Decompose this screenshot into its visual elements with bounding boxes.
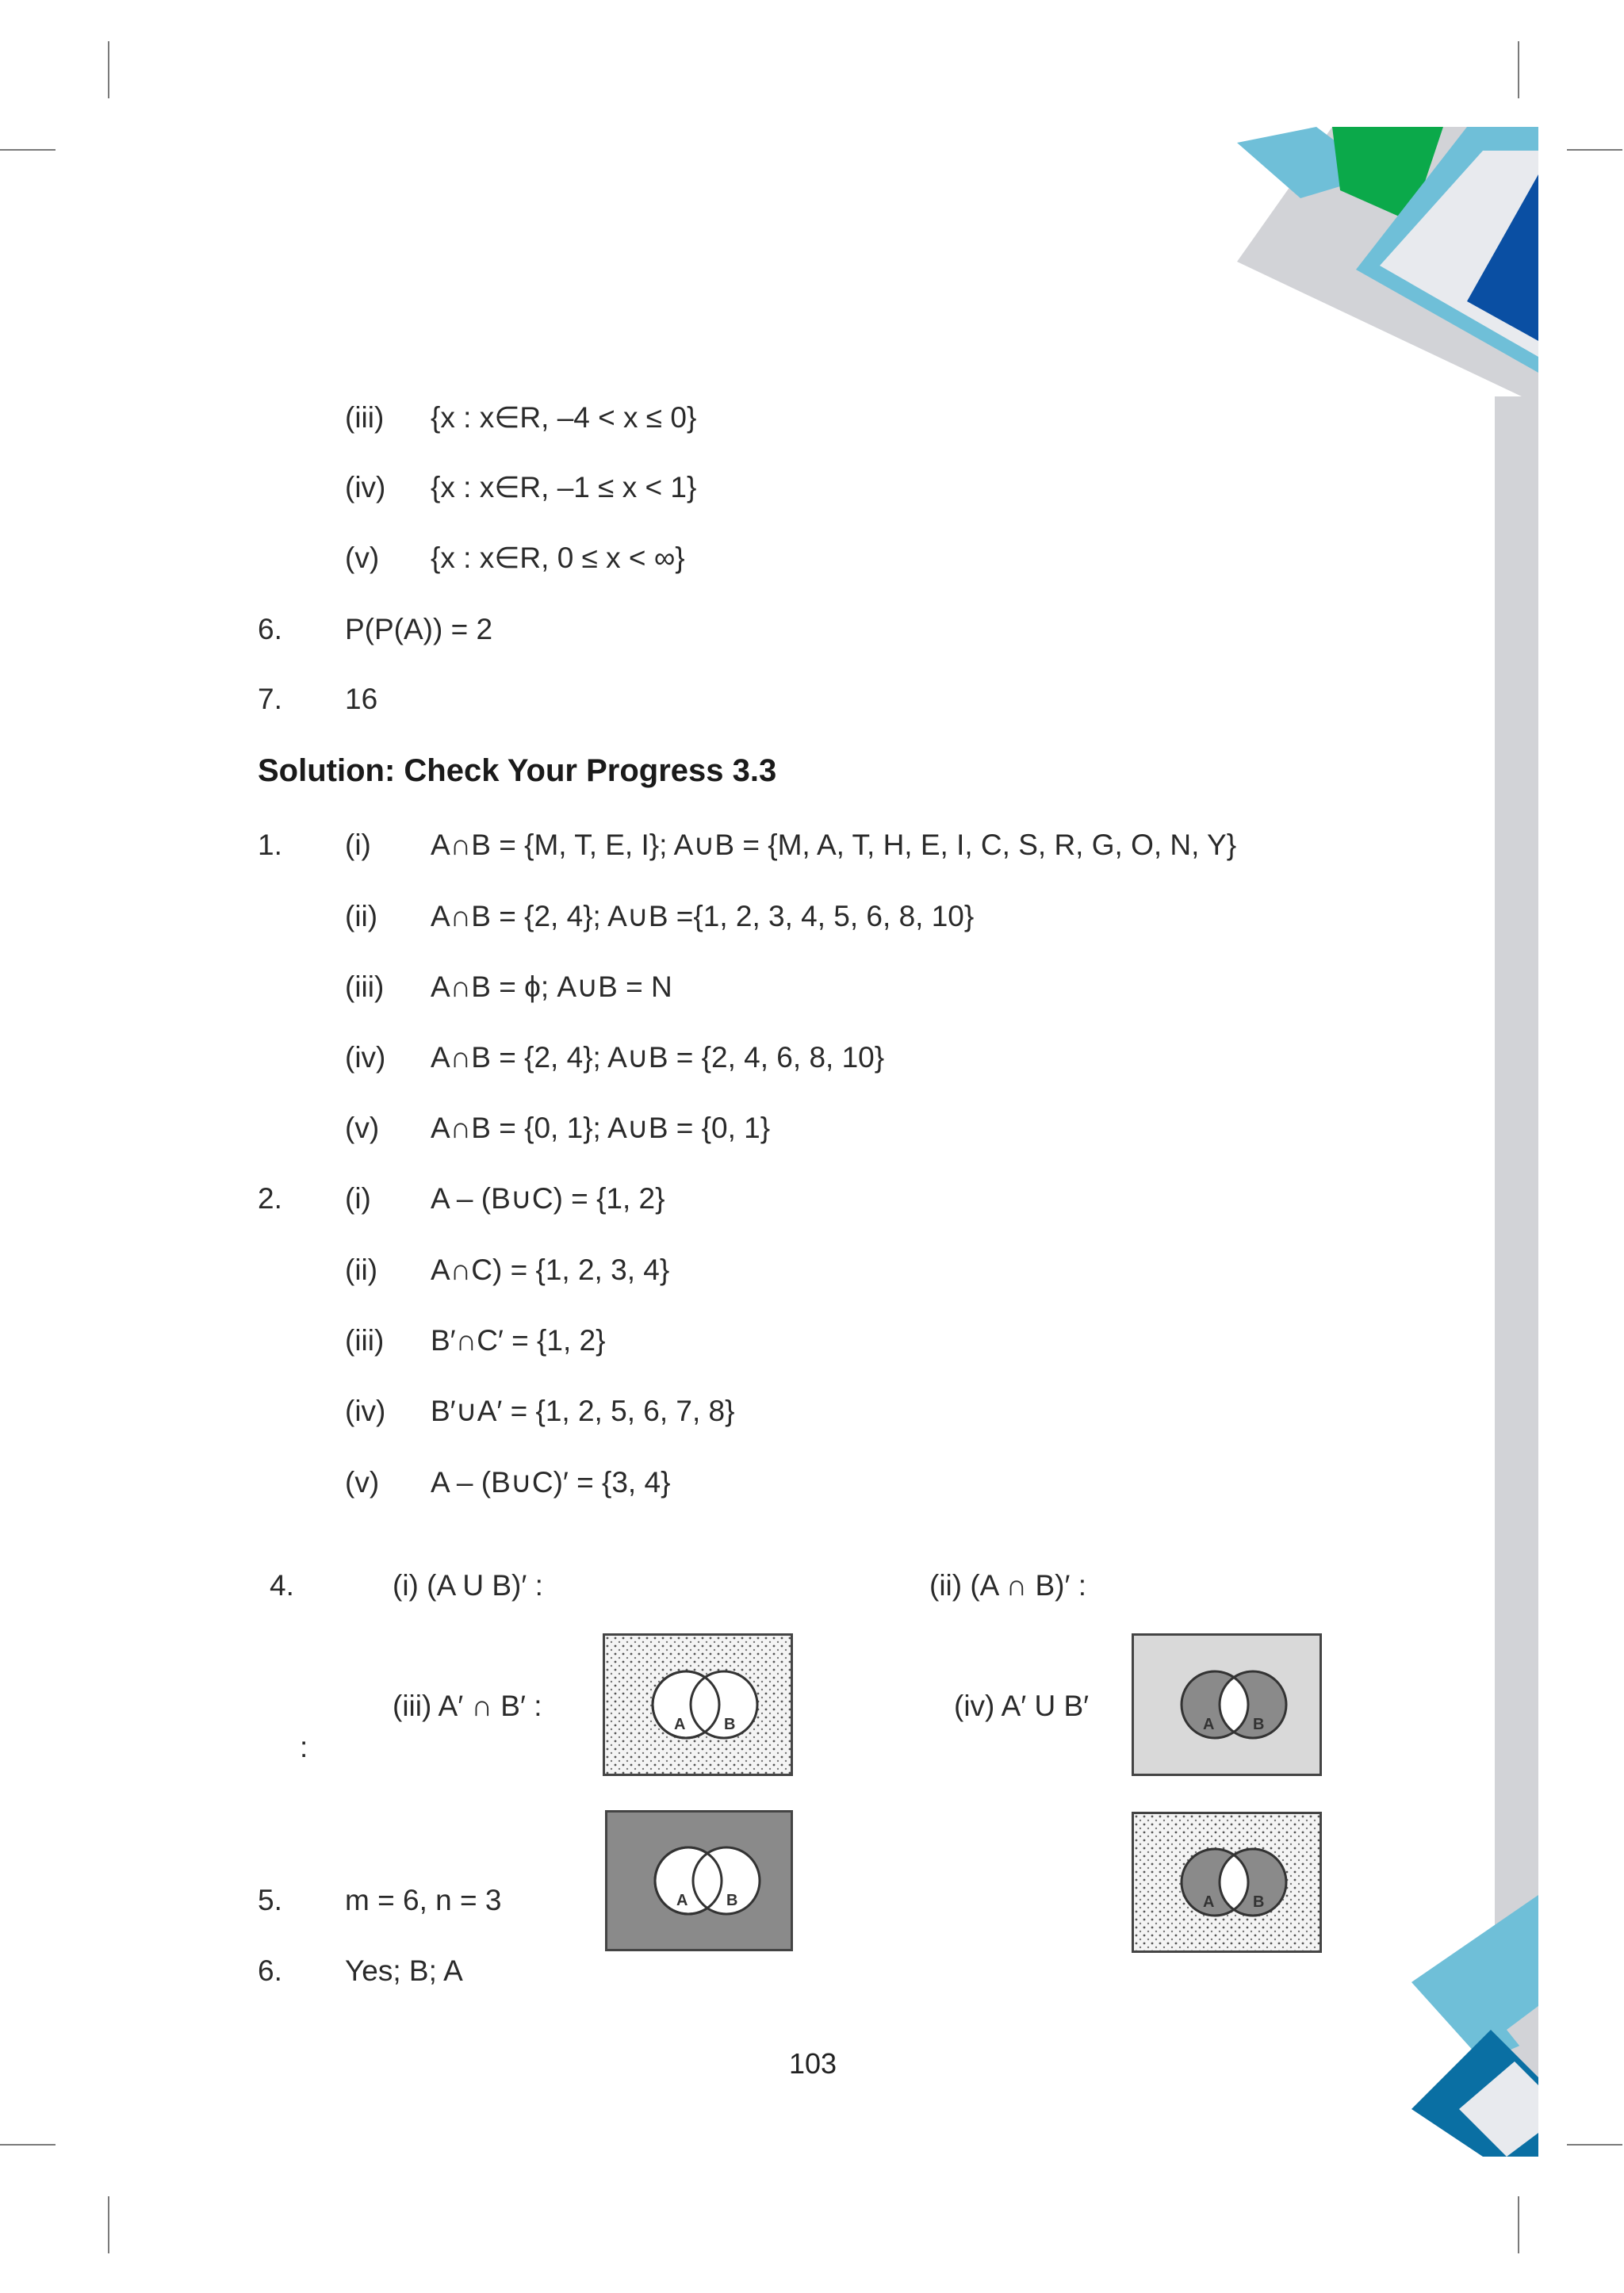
venn-diagram-iii (605, 1810, 793, 1951)
q4-part-ii-label: (ii) (A ∩ B)′ : (929, 1569, 1086, 1602)
question-answer: 16 (345, 683, 378, 715)
crop-mark (1518, 41, 1519, 98)
venn-label-a: A (1203, 1716, 1215, 1733)
venn-label-a: A (674, 1716, 686, 1733)
q4-part-iv-label: (iv) A′ U B′ (954, 1690, 1090, 1722)
prev-item-text: {x : x∈R, –4 < x ≤ 0} (431, 401, 697, 434)
q2-item-label: (iii) (345, 1324, 385, 1357)
question-answer: Yes; B; A (345, 1954, 463, 1987)
question-number: 2. (258, 1182, 282, 1215)
crop-mark (108, 41, 109, 98)
stray-colon: : (300, 1731, 308, 1763)
venn-label-b: B (726, 1892, 738, 1909)
prev-item-label: (iii) (345, 401, 385, 434)
question-number: 6. (258, 613, 282, 645)
right-side-band (1495, 396, 1538, 2149)
prev-item-label: (v) (345, 542, 380, 574)
q2-item-text: A – (B∪C)′ = {3, 4} (431, 1466, 671, 1499)
question-answer: m = 6, n = 3 (345, 1884, 502, 1916)
crop-mark (1518, 2196, 1519, 2253)
question-answer: P(P(A)) = 2 (345, 613, 493, 645)
q1-item-text: A∩B = {M, T, E, I}; A∪B = {M, A, T, H, E, I, C, S, R, G, O, N, Y} (431, 829, 1237, 861)
q1-item-label: (i) (345, 829, 371, 861)
prev-item-label: (iv) (345, 471, 386, 503)
q1-item-text: A∩B = {2, 4}; A∪B = {2, 4, 6, 8, 10} (431, 1041, 885, 1074)
venn-label-b: B (1253, 1716, 1265, 1733)
crop-mark (1567, 149, 1622, 151)
q1-item-label: (ii) (345, 900, 378, 932)
prev-item-text: {x : x∈R, –1 ≤ x < 1} (431, 471, 697, 503)
venn-label-b: B (1253, 1893, 1265, 1911)
q1-item-label: (iii) (345, 970, 385, 1003)
crop-mark (0, 149, 56, 151)
q4-part-i-label: (i) (A U B)′ : (393, 1569, 543, 1602)
q1-item-text: A∩B = {2, 4}; A∪B ={1, 2, 3, 4, 5, 6, 8, 10} (431, 900, 975, 932)
q1-item-label: (iv) (345, 1041, 386, 1074)
venn-diagram-ii (1132, 1633, 1322, 1776)
question-number: 5. (258, 1884, 282, 1916)
venn-label-a: A (676, 1892, 688, 1909)
q1-item-text: A∩B = {0, 1}; A∪B = {0, 1} (431, 1112, 771, 1144)
venn-label-a: A (1203, 1893, 1215, 1911)
question-number: 7. (258, 683, 282, 715)
venn-diagram-iv (1132, 1812, 1322, 1953)
q2-item-text: A∩C) = {1, 2, 3, 4} (431, 1254, 670, 1286)
q2-item-label: (ii) (345, 1254, 378, 1286)
section-heading: Solution: Check Your Progress 3.3 (258, 753, 777, 788)
prev-item-text: {x : x∈R, 0 ≤ x < ∞} (431, 542, 685, 574)
q2-item-text: B′∩C′ = {1, 2} (431, 1324, 606, 1357)
corner-decoration-top (1237, 119, 1538, 404)
question-number: 1. (258, 829, 282, 861)
crop-mark (0, 2144, 56, 2146)
q2-item-text: A – (B∪C) = {1, 2} (431, 1182, 665, 1215)
q4-part-iii-label: (iii) A′ ∩ B′ : (393, 1690, 542, 1722)
q1-item-label: (v) (345, 1112, 380, 1144)
q1-item-text: A∩B = ϕ; A∪B = N (431, 970, 672, 1003)
q2-item-label: (i) (345, 1182, 371, 1215)
crop-mark (108, 2196, 109, 2253)
q2-item-label: (v) (345, 1466, 380, 1499)
page-number: 103 (789, 2047, 837, 2080)
q2-item-text: B′∪A′ = {1, 2, 5, 6, 7, 8} (431, 1395, 735, 1427)
q2-item-label: (iv) (345, 1395, 386, 1427)
crop-mark (1567, 2144, 1622, 2146)
question-number: 4. (270, 1569, 294, 1602)
venn-label-b: B (724, 1716, 736, 1733)
question-number: 6. (258, 1954, 282, 1987)
corner-decoration-bottom (1411, 1895, 1538, 2157)
venn-diagram-i (603, 1633, 793, 1776)
